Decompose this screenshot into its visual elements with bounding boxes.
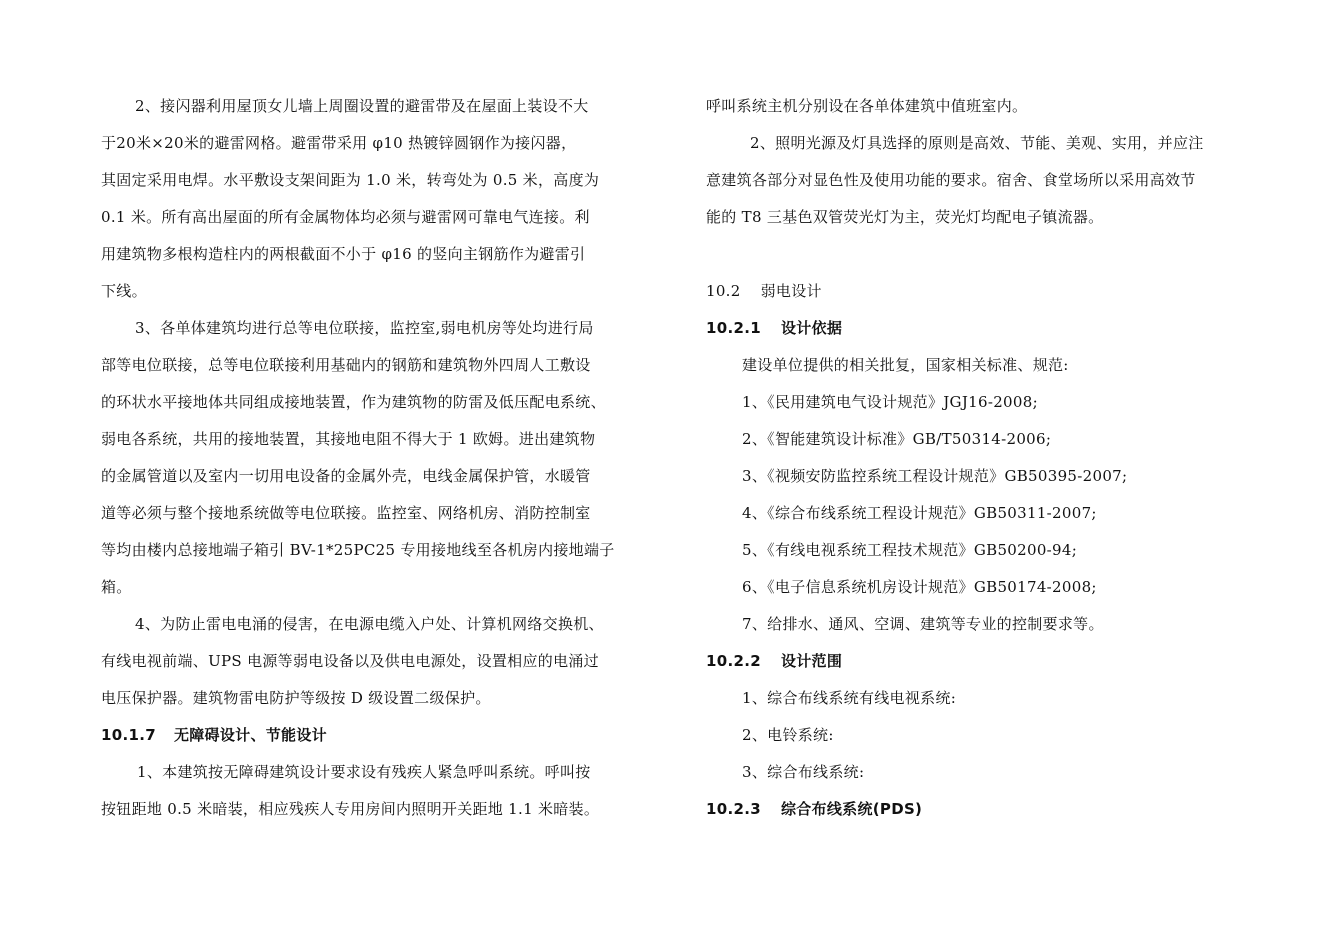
paragraph-line: 4、为防止雷电电涌的侵害，在电源电缆入户处、计算机网络交换机、	[135, 615, 604, 633]
paragraph-line: 下线。	[101, 282, 147, 300]
paragraph-line: 弱电各系统，共用的接地装置，其接地电阻不得大于 1 欧姆。进出建筑物	[101, 430, 596, 448]
heading-number: 10.2.1	[706, 319, 761, 337]
paragraph-line: 部等电位联接，总等电位联接利用基础内的钢筋和建筑物外四周人工敷设	[101, 356, 591, 374]
list-item: 2、《智能建筑设计标准》GB/T50314-2006;	[742, 430, 1052, 448]
list-item: 3、综合布线系统:	[742, 763, 865, 781]
heading-title: 综合布线系统(PDS)	[780, 800, 923, 818]
list-item: 4、《综合布线系统工程设计规范》GB50311-2007;	[742, 504, 1097, 522]
list-item: 2、电铃系统:	[742, 726, 834, 744]
spacer	[706, 236, 1254, 273]
paragraph-line: 意建筑各部分对显色性及使用功能的要求。宿舍、食堂场所以采用高效节	[706, 171, 1196, 189]
paragraph-line: 能的 T8 三基色双管荧光灯为主，荧光灯均配电子镇流器。	[706, 208, 1104, 226]
heading-title: 弱电设计	[760, 282, 822, 300]
paragraph-line: 等均由楼内总接地端子箱引 BV-1*25PC25 专用接地线至各机房内接地端子	[101, 541, 615, 559]
heading-number: 10.1.7	[101, 726, 156, 744]
paragraph-line: 2、照明光源及灯具选择的原则是高效、节能、美观、实用，并应注	[750, 134, 1204, 152]
list-item: 7、给排水、通风、空调、建筑等专业的控制要求等。	[742, 615, 1104, 633]
paragraph-line: 其固定采用电焊。水平敷设支架间距为 1.0 米，转弯处为 0.5 米，高度为	[101, 171, 600, 189]
section-heading-10-2-1	[706, 310, 1254, 347]
section-heading-10-2-3	[706, 791, 1254, 828]
list-item: 1、综合布线系统有线电视系统:	[742, 689, 957, 707]
paragraph-line: 箱。	[101, 578, 132, 596]
paragraph-line: 电压保护器。建筑物雷电防护等级按 D 级设置二级保护。	[101, 689, 491, 707]
heading-title: 设计依据	[780, 319, 843, 337]
heading-title: 无障碍设计、节能设计	[173, 726, 327, 744]
list-item: 3、《视频安防监控系统工程设计规范》GB50395-2007;	[742, 467, 1128, 485]
list-item: 6、《电子信息系统机房设计规范》GB50174-2008;	[742, 578, 1097, 596]
paragraph-line: 1、本建筑按无障碍建筑设计要求设有残疾人紧急呼叫系统。呼叫按	[137, 763, 591, 781]
paragraph-line: 的环状水平接地体共同组成接地装置，作为建筑物的防雷及低压配电系统、	[101, 393, 606, 411]
paragraph-line: 按钮距地 0.5 米暗装，相应残疾人专用房间内照明开关距地 1.1 米暗装。	[101, 800, 600, 818]
paragraph-line: 道等必须与整个接地系统做等电位联接。监控室、网络机房、消防控制室	[101, 504, 591, 522]
paragraph-line: 于20米×20米的避雷网格。避雷带采用 φ10 热镀锌圆钢作为接闪器，	[101, 134, 577, 152]
heading-number: 10.2	[706, 282, 741, 300]
list-item: 1、《民用建筑电气设计规范》JGJ16-2008;	[742, 393, 1038, 411]
paragraph-line: 用建筑物多根构造柱内的两根截面不小于 φ16 的竖向主钢筋作为避雷引	[101, 245, 586, 263]
paragraph-line: 3、各单体建筑均进行总等电位联接，监控室,弱电机房等处均进行局	[135, 319, 594, 337]
right-column	[706, 88, 1254, 828]
paragraph-line: 呼叫系统主机分别设在各单体建筑中值班室内。	[706, 97, 1028, 115]
section-heading-10-2-2	[706, 643, 1254, 680]
heading-title: 设计范围	[780, 652, 843, 670]
paragraph-line: 建设单位提供的相关批复，国家相关标准、规范:	[742, 356, 1069, 374]
section-heading-10-1-7	[101, 717, 649, 754]
heading-number: 10.2.3	[706, 800, 761, 818]
section-heading-10-2	[706, 273, 1254, 310]
paragraph-line: 的金属管道以及室内一切用电设备的金属外壳，电线金属保护管，水暖管	[101, 467, 591, 485]
paragraph-line: 有线电视前端、UPS 电源等弱电设备以及供电电源处，设置相应的电涌过	[101, 652, 599, 670]
heading-number: 10.2.2	[706, 652, 761, 670]
paragraph-line: 2、接闪器利用屋顶女儿墙上周圈设置的避雷带及在屋面上装设不大	[135, 97, 589, 115]
left-column	[101, 88, 649, 828]
list-item: 5、《有线电视系统工程技术规范》GB50200-94;	[742, 541, 1078, 559]
paragraph-line: 0.1 米。所有高出屋面的所有金属物体均必须与避雷网可靠电气连接。利	[101, 208, 590, 226]
